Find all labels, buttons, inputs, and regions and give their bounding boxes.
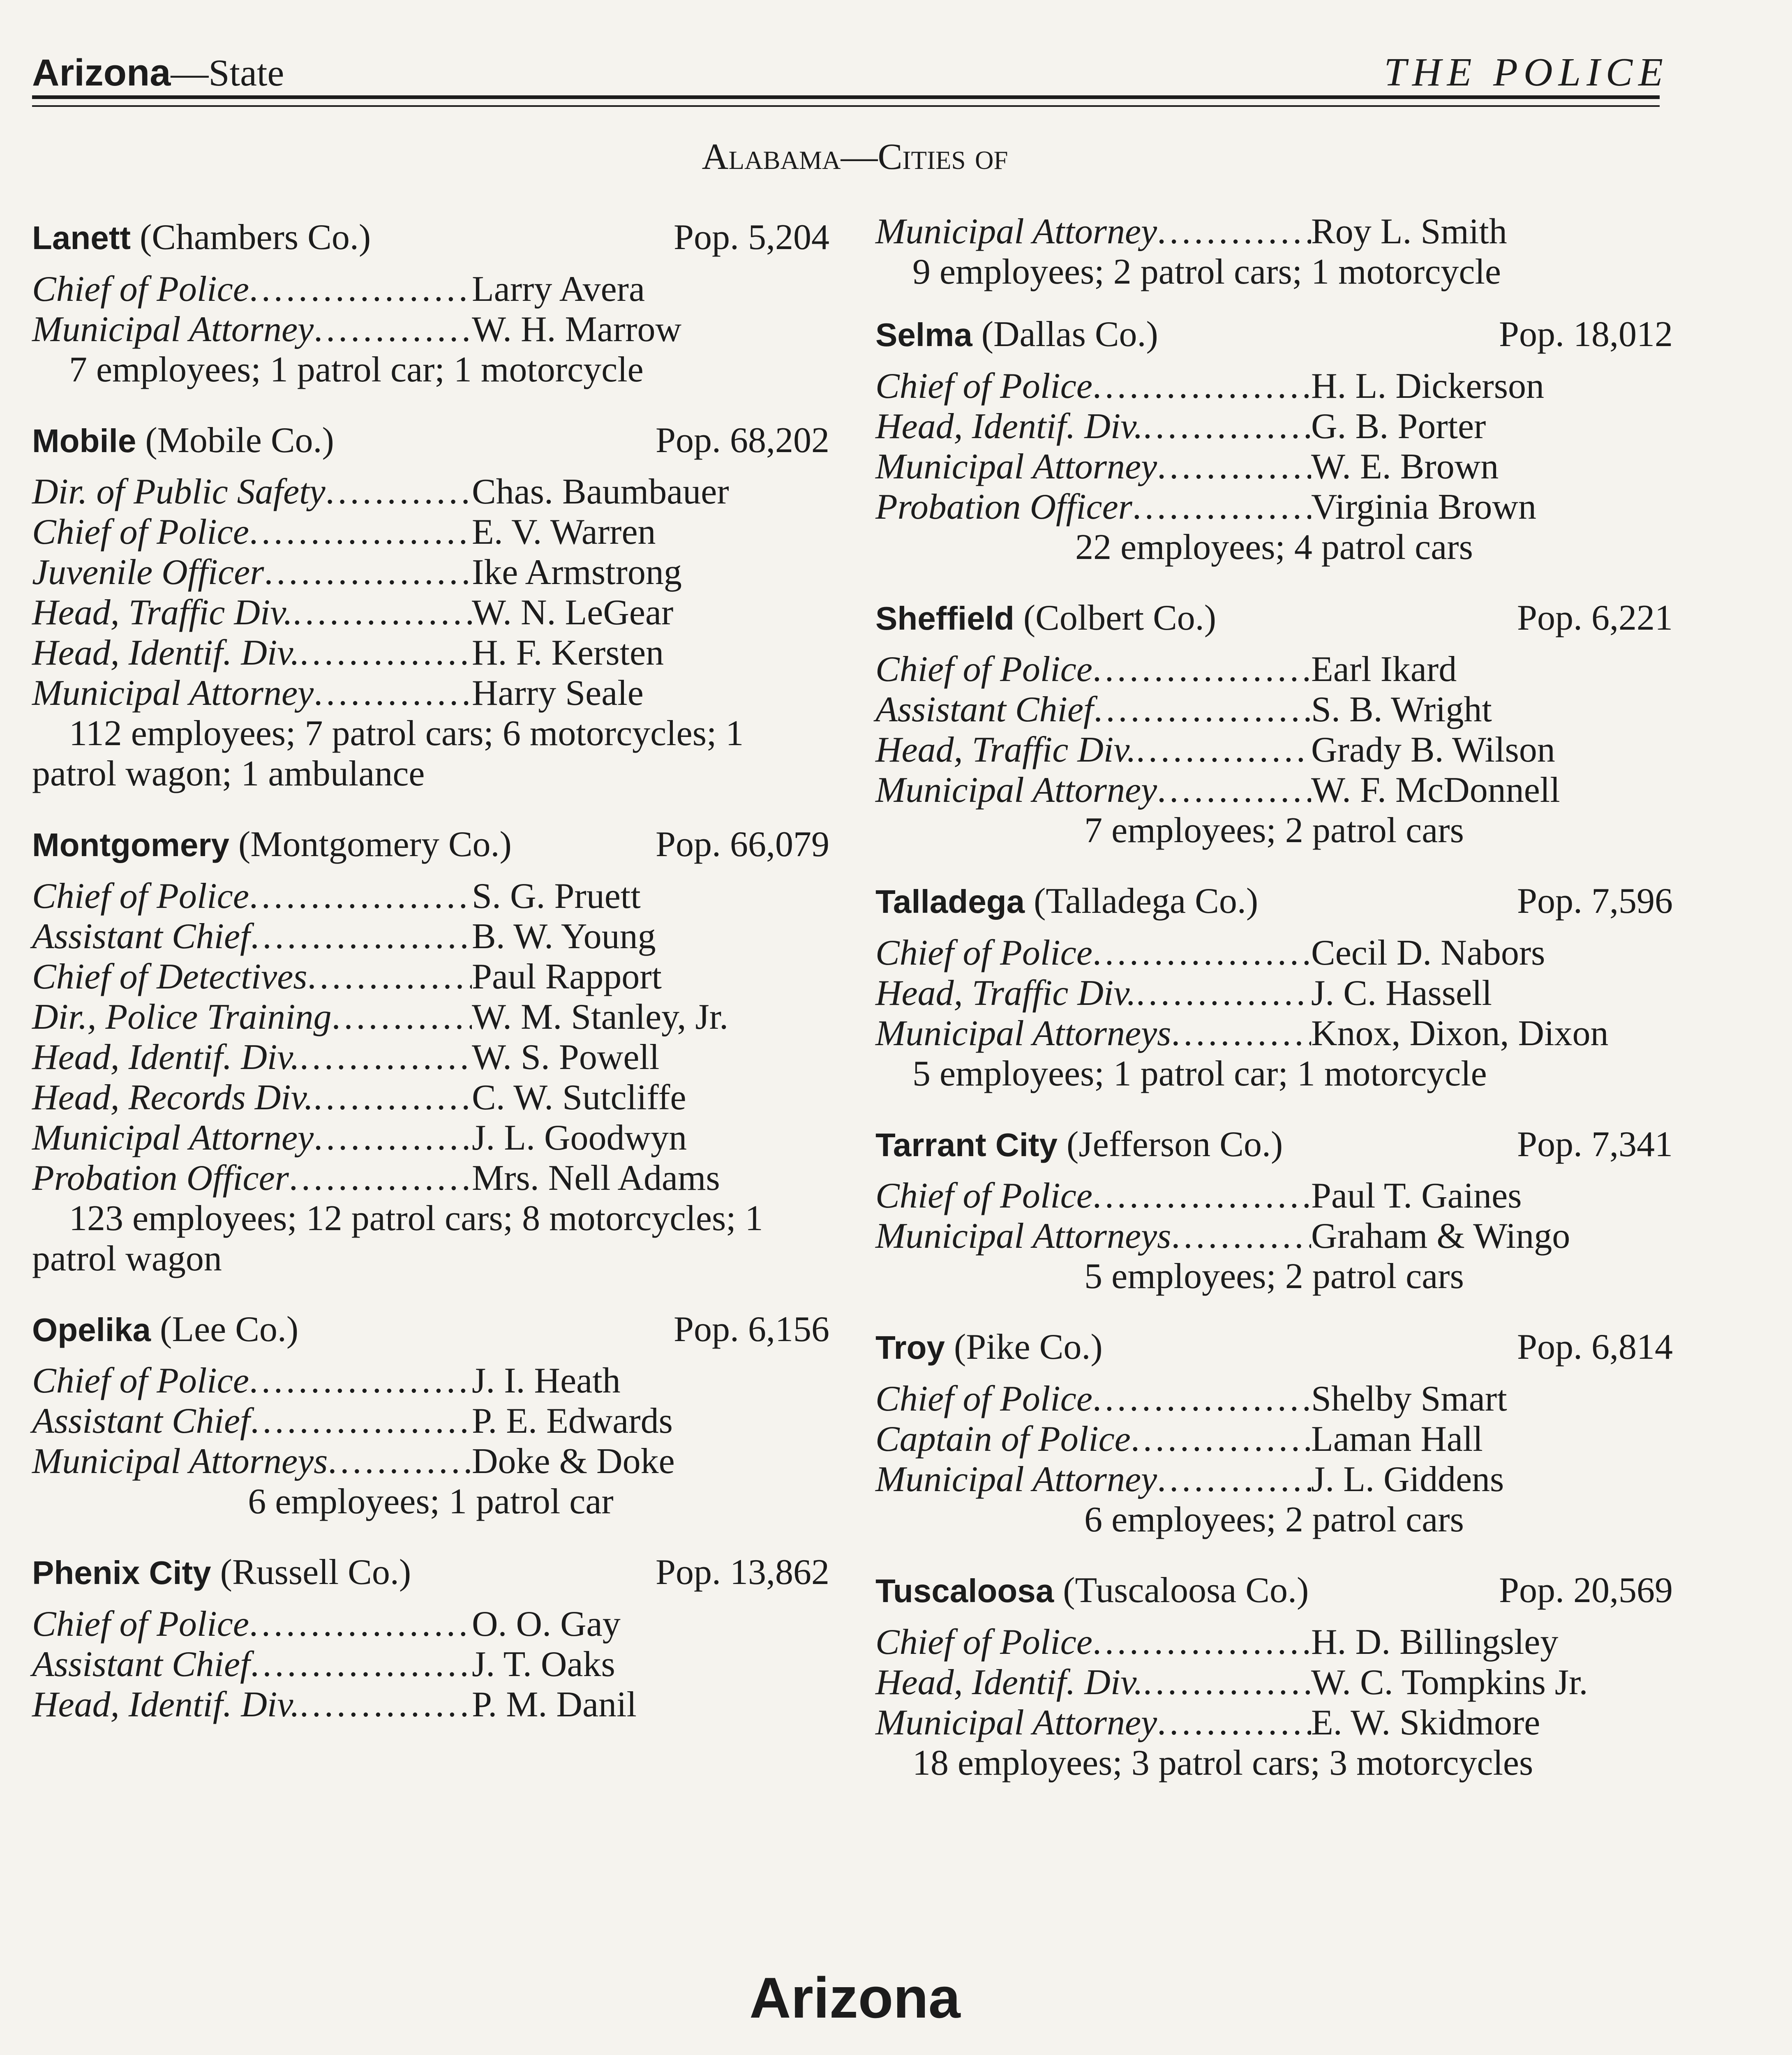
city-name: Montgomery [32,827,229,864]
official-row [875,730,1673,770]
city-summary: 6 employees; 2 patrol cars [1084,1499,1464,1540]
city-continued [875,212,1673,292]
official-name: E. V. Warren [472,512,656,552]
official-title: Head, Identif. Div. [875,406,1143,446]
official-name: Harry Seale [472,673,644,713]
city-tarrant-city [875,1123,1673,1297]
leader-dots [313,1078,472,1118]
official-row [875,212,1673,252]
official-row [32,917,829,957]
official-title: Municipal Attorney [32,1118,314,1158]
left-column [32,216,829,1754]
leader-dots [1092,933,1311,973]
official-title: Head, Identif. Div. [32,633,300,673]
official-title: Municipal Attorney [875,212,1157,252]
official-title: Municipal Attorney [32,309,314,349]
leader-dots [1143,406,1311,447]
official-title: Assistant Chief [32,1644,250,1684]
official-title: Chief of Police [875,1622,1092,1662]
official-name: W. M. Stanley, Jr. [472,997,729,1037]
city-heading [32,823,829,866]
city-county: (Colbert Co.) [1023,598,1217,638]
city-phenix-city [32,1551,829,1725]
city-heading [875,1325,1673,1369]
official-name: J. I. Heath [472,1361,621,1401]
section-title-alabama: Alabama—Cities of [702,136,1008,177]
official-row [32,269,829,309]
header-subtitle: —State [171,52,284,94]
city-county: (Tuscaloosa Co.) [1063,1570,1309,1610]
right-column [875,212,1673,1812]
official-row [32,1441,829,1482]
official-name: W. C. Tompkins Jr. [1311,1662,1588,1702]
official-title: Head, Records Div. [32,1077,314,1118]
city-county: (Lee Co.) [160,1309,299,1349]
city-population: Pop. 6,221 [1517,598,1673,638]
city-name: Mobile [32,422,136,459]
leader-dots [264,552,472,593]
leader-dots [249,1604,472,1644]
official-title: Head, Traffic Div. [875,973,1136,1013]
city-county: (Pike Co.) [954,1327,1103,1367]
official-row [875,447,1673,487]
city-summary: 18 employees; 3 patrol cars; 3 motorcycles [912,1743,1533,1783]
leader-dots [1131,1419,1311,1459]
official-name: H. F. Kersten [472,633,664,673]
official-row [32,512,829,552]
official-row [32,957,829,997]
official-row [875,487,1673,527]
city-opelika [32,1308,829,1522]
city-heading [875,313,1673,356]
city-heading [32,1551,829,1594]
official-row [875,1662,1673,1703]
official-name: Chas. Baumbauer [472,472,729,512]
city-county: (Talladega Co.) [1034,881,1259,921]
official-name: B. W. Young [472,916,656,956]
city-summary: 123 employees; 12 patrol cars; 8 motorcycles; 1 patrol wagon [32,1198,763,1279]
official-row [875,1176,1673,1216]
official-title: Municipal Attorney [875,770,1157,810]
official-title: Probation Officer [875,487,1132,527]
official-name: Cecil D. Nabors [1311,933,1545,973]
leader-dots [1171,1014,1311,1054]
state-title-arizona: Arizona [749,1965,961,2030]
city-county: (Jefferson Co.) [1067,1124,1283,1164]
city-summary: 5 employees; 2 patrol cars [1084,1256,1464,1297]
official-name: W. N. LeGear [472,593,674,633]
official-name: Grady B. Wilson [1311,730,1555,770]
official-row [32,1361,829,1401]
leader-dots [328,1441,472,1482]
official-title: Municipal Attorneys [875,1216,1171,1256]
official-row [32,1644,829,1685]
official-title: Municipal Attorney [875,1702,1157,1743]
city-troy [875,1325,1673,1540]
official-name: J. L. Goodwyn [472,1118,687,1158]
leader-dots [314,673,472,713]
official-row [875,1379,1673,1419]
city-name: Tuscaloosa [875,1572,1054,1609]
official-name: Laman Hall [1311,1419,1483,1459]
official-name: Larry Avera [472,269,645,309]
leader-dots [249,269,472,309]
official-title: Chief of Police [875,366,1092,406]
leader-dots [293,593,472,633]
city-population: Pop. 13,862 [656,1552,829,1593]
city-lanett [32,216,829,390]
leader-dots [1132,487,1311,527]
running-header-right: THE POLICE [1384,50,1669,95]
official-row [32,1158,829,1198]
official-title: Municipal Attorney [875,1459,1157,1499]
city-name: Opelika [32,1311,151,1348]
official-name: W. E. Brown [1311,446,1499,487]
official-name: Knox, Dixon, Dixon [1311,1013,1609,1053]
official-title: Chief of Police [32,1361,249,1401]
city-heading [875,1569,1673,1612]
city-summary: 6 employees; 1 patrol car [248,1482,614,1522]
leader-dots [1157,212,1311,252]
city-talladega [875,880,1673,1094]
city-heading [32,419,829,462]
leader-dots [1157,447,1311,487]
official-row [32,876,829,917]
official-title: Chief of Police [875,1176,1092,1216]
leader-dots [314,309,472,350]
official-title: Chief of Police [32,512,249,552]
official-name: W. F. McDonnell [1311,770,1560,810]
city-name: Tarrant City [875,1126,1058,1163]
leader-dots [1136,973,1311,1014]
official-name: Earl Ikard [1311,649,1457,690]
official-row [32,1078,829,1118]
leader-dots [250,1401,472,1441]
official-title: Head, Traffic Div. [32,593,293,633]
city-name: Phenix City [32,1554,211,1591]
official-title: Chief of Detectives [32,956,307,997]
city-population: Pop. 5,204 [674,217,829,257]
official-name: J. C. Hassell [1311,973,1492,1013]
official-name: S. G. Pruett [472,876,641,916]
city-summary: 7 employees; 1 patrol car; 1 motorcycle [69,349,644,390]
city-heading [32,1308,829,1351]
official-name: C. W. Sutcliffe [472,1077,686,1118]
official-name: Paul Rapport [472,956,662,997]
official-name: Doke & Doke [472,1441,675,1482]
official-row [32,1685,829,1725]
official-title: Head, Identif. Div. [32,1037,300,1077]
official-title: Chief of Police [32,876,249,916]
city-summary: 22 employees; 4 patrol cars [1075,527,1473,567]
city-heading [875,596,1673,640]
city-name: Talladega [875,883,1025,920]
official-row [875,770,1673,810]
official-name: Paul T. Gaines [1311,1176,1522,1216]
official-name: W. H. Marrow [472,309,681,349]
leader-dots [326,472,472,512]
city-county: (Dallas Co.) [981,314,1158,354]
city-selma [875,313,1673,568]
official-row [32,1037,829,1078]
official-title: Chief of Police [32,269,249,309]
official-title: Juvenile Officer [32,552,264,593]
official-title: Captain of Police [875,1419,1131,1459]
city-population: Pop. 68,202 [656,420,829,460]
city-population: Pop. 7,341 [1517,1124,1673,1164]
city-population: Pop. 18,012 [1499,314,1673,354]
leader-dots [249,876,472,917]
city-population: Pop. 66,079 [656,824,829,865]
official-title: Assistant Chief [32,916,250,956]
official-name: Graham & Wingo [1311,1216,1570,1256]
leader-dots [1092,1379,1311,1419]
city-name: Lanett [32,219,131,256]
official-name: Ike Armstrong [472,552,682,593]
official-name: W. S. Powell [472,1037,660,1077]
official-title: Probation Officer [32,1158,289,1198]
city-name: Selma [875,316,972,353]
official-row [875,366,1673,406]
official-row [875,1622,1673,1662]
city-mobile [32,419,829,794]
official-title: Municipal Attorneys [875,1013,1171,1053]
official-title: Chief of Police [875,1378,1092,1419]
official-row [32,552,829,593]
city-heading [32,216,829,259]
official-name: H. L. Dickerson [1311,366,1544,406]
city-sheffield [875,596,1673,851]
leader-dots [1092,1176,1311,1216]
official-row [32,1118,829,1158]
official-title: Chief of Police [875,649,1092,690]
city-county: (Montgomery Co.) [238,824,512,865]
official-row [875,1459,1673,1500]
leader-dots [1157,1703,1311,1743]
leader-dots [1171,1216,1311,1256]
official-name: E. W. Skidmore [1311,1702,1540,1743]
official-name: J. T. Oaks [472,1644,615,1684]
leader-dots [300,1037,472,1078]
city-population: Pop. 6,156 [674,1309,829,1349]
city-county: (Chambers Co.) [140,217,371,257]
official-name: O. O. Gay [472,1604,621,1644]
city-population: Pop. 20,569 [1499,1570,1673,1610]
official-name: Shelby Smart [1311,1378,1507,1419]
leader-dots [249,1361,472,1401]
official-row [875,406,1673,447]
city-county: (Russell Co.) [220,1552,411,1593]
official-row [32,1604,829,1644]
official-title: Chief of Police [875,933,1092,973]
official-title: Dir., Police Training [32,997,332,1037]
official-row [32,1401,829,1441]
official-title: Assistant Chief [875,690,1094,730]
city-heading [875,880,1673,923]
official-title: Municipal Attorney [875,446,1157,487]
leader-dots [300,1685,472,1725]
official-row [875,1216,1673,1256]
leader-dots [1143,1662,1311,1703]
city-population: Pop. 6,814 [1517,1327,1673,1367]
official-name: J. L. Giddens [1311,1459,1504,1499]
official-row [32,633,829,673]
leader-dots [249,512,472,552]
official-title: Head, Traffic Div. [875,730,1136,770]
official-row [875,1419,1673,1459]
official-row [875,649,1673,690]
official-row [875,690,1673,730]
leader-dots [307,957,472,997]
official-row [32,309,829,350]
official-title: Municipal Attorneys [32,1441,328,1482]
official-row [875,1703,1673,1743]
official-row [32,673,829,713]
official-name: G. B. Porter [1311,406,1486,446]
leader-dots [250,917,472,957]
leader-dots [1094,690,1312,730]
official-title: Assistant Chief [32,1401,250,1441]
leader-dots [314,1118,472,1158]
official-name: Mrs. Nell Adams [472,1158,720,1198]
header-state: Arizona [32,52,171,94]
official-name: H. D. Billingsley [1311,1622,1559,1662]
city-summary: 7 employees; 2 patrol cars [1084,810,1464,851]
leader-dots [1157,1459,1311,1500]
official-row [32,997,829,1037]
official-row [875,933,1673,973]
city-population: Pop. 7,596 [1517,881,1673,921]
official-title: Municipal Attorney [32,673,314,713]
running-header-left [32,51,284,95]
city-name: Troy [875,1329,945,1366]
official-name: P. M. Danil [472,1684,637,1725]
city-county: (Mobile Co.) [145,420,334,460]
city-summary: 9 employees; 2 patrol cars; 1 motorcycle [912,252,1501,292]
official-row [875,1014,1673,1054]
header-rule-thick [32,95,1660,99]
city-name: Sheffield [875,600,1014,637]
official-title: Head, Identif. Div. [875,1662,1143,1702]
city-summary: 112 employees; 7 patrol cars; 6 motorcycles; 1 patrol wagon; 1 ambulance [32,713,744,794]
leader-dots [289,1158,472,1198]
leader-dots [1092,1622,1311,1662]
official-row [32,593,829,633]
official-name: S. B. Wright [1311,690,1492,730]
official-row [32,472,829,512]
header-rule-thin [32,105,1660,107]
official-title: Head, Identif. Div. [32,1684,300,1725]
leader-dots [250,1644,472,1685]
city-montgomery [32,823,829,1279]
official-title: Chief of Police [32,1604,249,1644]
leader-dots [1092,649,1311,690]
official-row [875,973,1673,1014]
official-title: Dir. of Public Safety [32,472,326,512]
city-heading [875,1123,1673,1166]
official-name: P. E. Edwards [472,1401,673,1441]
leader-dots [300,633,472,673]
leader-dots [1136,730,1311,770]
official-name: Virginia Brown [1311,487,1536,527]
city-summary: 5 employees; 1 patrol car; 1 motorcycle [912,1053,1487,1094]
leader-dots [1092,366,1311,406]
leader-dots [332,997,472,1037]
official-name: Roy L. Smith [1311,212,1507,252]
leader-dots [1157,770,1311,810]
city-tuscaloosa [875,1569,1673,1783]
